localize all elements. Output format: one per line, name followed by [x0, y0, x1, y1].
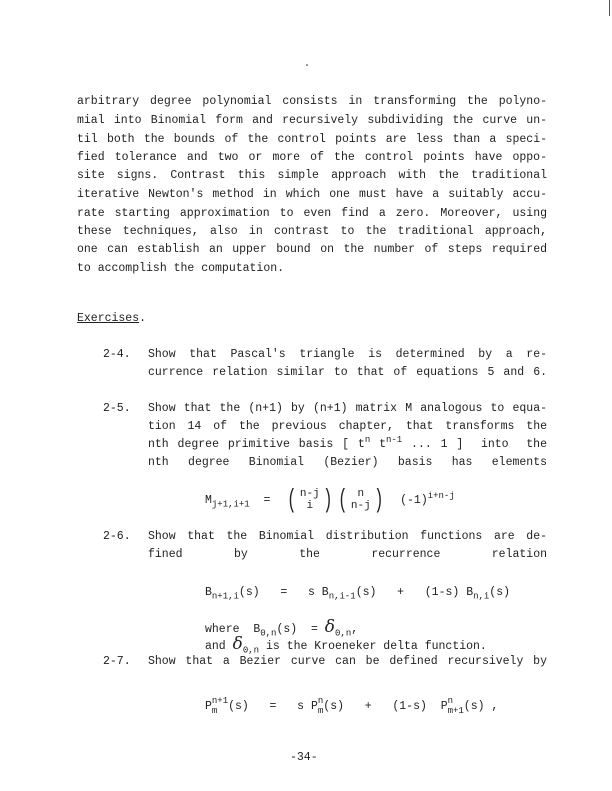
paragraph-line: rate starting approximation to even find a zero. Moreover, using [77, 207, 547, 220]
paragraph-line: mial into Binomial form and recursively subdividing the curve un- [77, 114, 547, 127]
eq-comma: , [491, 700, 499, 714]
eq-subscript: m [211, 706, 218, 716]
exercise-text-line: nth degree Binomial (Bezier) basis has elements [148, 456, 547, 469]
binomial-coefficient [351, 488, 371, 512]
left-paren: ( [338, 485, 348, 515]
eq-symbol: B [205, 586, 212, 599]
eq-arg: (s) [355, 586, 377, 599]
eq-superscript: n [447, 696, 453, 706]
and-label: and [205, 640, 226, 653]
paragraph-line: til both the bounds of the control points are less than a speci- [77, 133, 547, 146]
eq-term: s P [297, 700, 318, 714]
eq-equals: = [263, 494, 271, 508]
left-paren: ( [287, 485, 297, 515]
where-clause [205, 617, 359, 639]
exercise-number: 2-7. [103, 655, 131, 668]
eq-subscript: j+1,i+1 [211, 499, 250, 510]
eq-comma: , [351, 623, 359, 636]
basis-text-a: nth degree primitive basis [ t [148, 438, 365, 451]
exercise-text-line: Show that a Bezier curve can be defined recursively by [148, 655, 547, 668]
exercises-heading [77, 312, 146, 326]
eq-plus: + [397, 586, 405, 599]
eq-plus: + [364, 700, 372, 714]
exercise-text-line: fined by the recurrence relation [148, 548, 547, 561]
eq-equals: = [310, 623, 318, 636]
scan-edge-mark [609, 0, 610, 16]
eq-term: s B [307, 586, 329, 599]
right-paren: ) [322, 485, 333, 515]
exercise-text-line: Show that Pascal's triangle is determined by a re- [148, 348, 547, 361]
binom-top: n [357, 488, 365, 500]
eq-arg: (s) [323, 700, 345, 714]
page-number: -34- [290, 751, 318, 764]
paragraph-line: iterative Newton's method in which one must have a suitably accu- [77, 188, 547, 201]
delta-symbol: δ [232, 634, 243, 654]
paragraph-line: fied tolerance and two or more of the control points have oppo- [77, 151, 547, 164]
eq-superscript: i+n-j [427, 491, 455, 502]
eq-arg: (s) [228, 700, 249, 714]
eq-subscript: n,i [473, 591, 490, 602]
basis-exponent-n-1: n-1 [385, 435, 403, 446]
eq-superscript: n+1 [211, 696, 229, 706]
kronecker-text: is the Kroeneker delta function. [265, 640, 487, 653]
eq-subscript: 0,n [260, 628, 277, 639]
exercise-number: 2-4. [103, 348, 131, 361]
where-label: where [205, 623, 240, 636]
scan-speck [306, 64, 308, 66]
exercises-heading-text: Exercises [77, 312, 140, 325]
eq-subscript: m [317, 706, 324, 716]
basis-exponent-n: n [364, 435, 371, 446]
eq-symbol: P [205, 700, 212, 714]
eq-subscript: 0,n [242, 645, 260, 656]
eq-subscript: 0,n [335, 628, 352, 639]
paragraph-line: to accomplish the computation. [77, 262, 285, 275]
basis-text-b: t [370, 438, 386, 451]
eq-arg: (s) [489, 586, 511, 599]
eq-indices [448, 696, 464, 716]
exercise-text-line [148, 435, 547, 452]
equation-matrix-element [205, 487, 455, 513]
eq-term: (1-s) B [424, 586, 474, 599]
exercise-number: 2-6. [103, 530, 131, 543]
right-paren: ) [373, 485, 384, 515]
eq-symbol: B [253, 623, 261, 636]
equation-bezier-recursion [205, 696, 498, 716]
eq-equals: = [269, 700, 277, 714]
exercise-text-line: currence relation similar to that of equations 5 and 6. [148, 366, 547, 379]
eq-indices [212, 696, 228, 716]
paragraph-line: these techniques, also in contrast to the traditional approach, [77, 225, 547, 238]
eq-symbol: M [205, 494, 212, 508]
eq-arg: (s) [463, 700, 485, 714]
paragraph-line: arbitrary degree polynomial consists in transforming the polyno- [77, 95, 547, 108]
paragraph-line: one can establish an upper bound on the number of steps required [77, 243, 547, 256]
eq-superscript: n [317, 696, 324, 706]
paragraph-line: site signs. Contrast this simple approach with the traditional [77, 169, 547, 182]
exercises-heading-period: . [139, 312, 147, 325]
binom-bottom: i [306, 500, 314, 512]
eq-subscript: n,i-1 [328, 591, 356, 602]
binom-bottom: n-j [350, 500, 371, 512]
eq-equals: = [280, 586, 288, 599]
exercise-text-line: Show that the Binomial distribution functions are de- [148, 530, 547, 543]
and-clause [205, 634, 487, 656]
eq-arg: (s) [276, 623, 298, 636]
eq-symbol: P [440, 700, 448, 714]
binomial-coefficient [300, 488, 320, 512]
delta-symbol: δ [324, 617, 336, 637]
binom-top: n-j [299, 488, 320, 500]
eq-term: (1-s) [392, 700, 427, 714]
eq-subscript: m+1 [447, 706, 464, 716]
eq-arg: (s) [238, 586, 260, 599]
equation-recurrence [205, 586, 510, 600]
eq-sign-term: (-1) [400, 494, 428, 508]
eq-subscript: n+1,i [211, 591, 239, 602]
exercise-text-line: Show that the (n+1) by (n+1) matrix M analogous to equa- [148, 402, 547, 415]
basis-text-c: ... 1 ] into the [402, 438, 547, 451]
exercise-text-line: tion 14 of the previous chapter, that transforms the [148, 420, 547, 433]
exercise-number: 2-5. [103, 402, 131, 415]
